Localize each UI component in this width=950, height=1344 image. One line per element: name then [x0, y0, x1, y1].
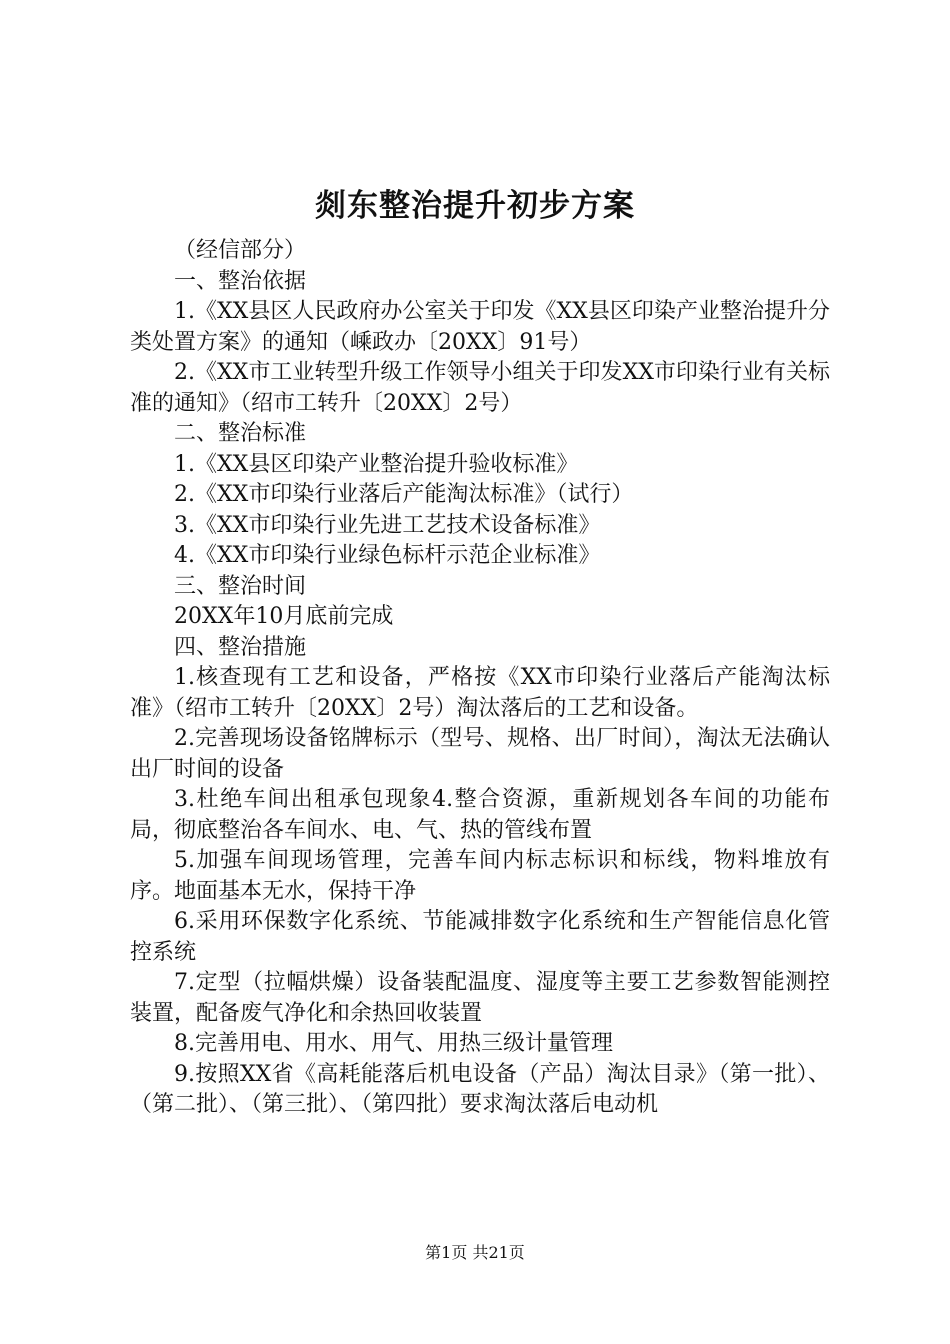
paragraph-measure-7: 7.定型（拉幅烘燥）设备装配温度、湿度等主要工艺参数智能测控装置，配备废气净化和余热回收装置: [130, 970, 830, 1026]
paragraph-measure-5: 5.加强车间现场管理，完善车间内标志标识和标线，物料堆放有序。地面基本无水，保持干净: [130, 848, 830, 904]
paragraph-measure-6: 6.采用环保数字化系统、节能减排数字化系统和生产智能信息化管控系统: [130, 909, 830, 965]
paragraph-measure-9: 9.按照XX省《高耗能落后机电设备（产品）淘汰目录》（第一批）、（第二批）、（第三批）、（第四批）要求淘汰落后电动机: [130, 1061, 830, 1117]
paragraph-standard-4: 4.《XX市印染行业绿色标杆示范企业标准》: [174, 543, 601, 568]
paragraph-measure-2: 2.完善现场设备铭牌标示（型号、规格、出厂时间），淘汰无法确认出厂时间的设备: [130, 726, 830, 782]
section-heading-basis: 一、整治依据: [174, 268, 307, 294]
paragraph-standard-3: 3.《XX市印染行业先进工艺技术设备标准》: [174, 512, 601, 538]
section-heading-time: 三、整治时间: [174, 573, 307, 599]
paragraph-standard-2: 2.《XX市印染行业落后产能淘汰标准》（试行）: [174, 482, 634, 507]
paragraph-measure-1: 1.核查现有工艺和设备，严格按《XX市印染行业落后产能淘汰标准》（绍市工转升〔20XX〕2号）淘汰落后的工艺和设备。: [130, 665, 830, 721]
paragraph-measure-8: 8.完善用电、用水、用气、用热三级计量管理: [174, 1031, 613, 1056]
paragraph-department: （经信部分）: [174, 238, 307, 263]
paragraph-standard-1: 1.《XX县区印染产业整治提升验收标准》: [174, 451, 579, 477]
paragraph-basis-1: 1.《XX县区人民政府办公室关于印发《XX县区印染产业整治提升分类处置方案》的通知（嵊政办〔20XX〕91号）: [130, 299, 830, 355]
page-indicator: 第1页 共21页: [425, 1243, 525, 1262]
paragraph-time: 20XX年10月底前完成: [174, 604, 394, 629]
paragraph-basis-2: 2.《XX市工业转型升级工作领导小组关于印发XX市印染行业有关标准的通知》（绍市工转升〔20XX〕2号）: [130, 360, 831, 416]
section-heading-measures: 四、整治措施: [174, 634, 307, 660]
section-heading-standards: 二、整治标准: [174, 421, 307, 446]
document-title: 剡东整治提升初步方案: [315, 188, 635, 224]
document-body: [130, 236, 830, 1121]
paragraph-measure-3: 3.杜绝车间出租承包现象4.整合资源，重新规划各车间的功能布局，彻底整治各车间水、电、气、热的管线布置: [130, 787, 830, 843]
